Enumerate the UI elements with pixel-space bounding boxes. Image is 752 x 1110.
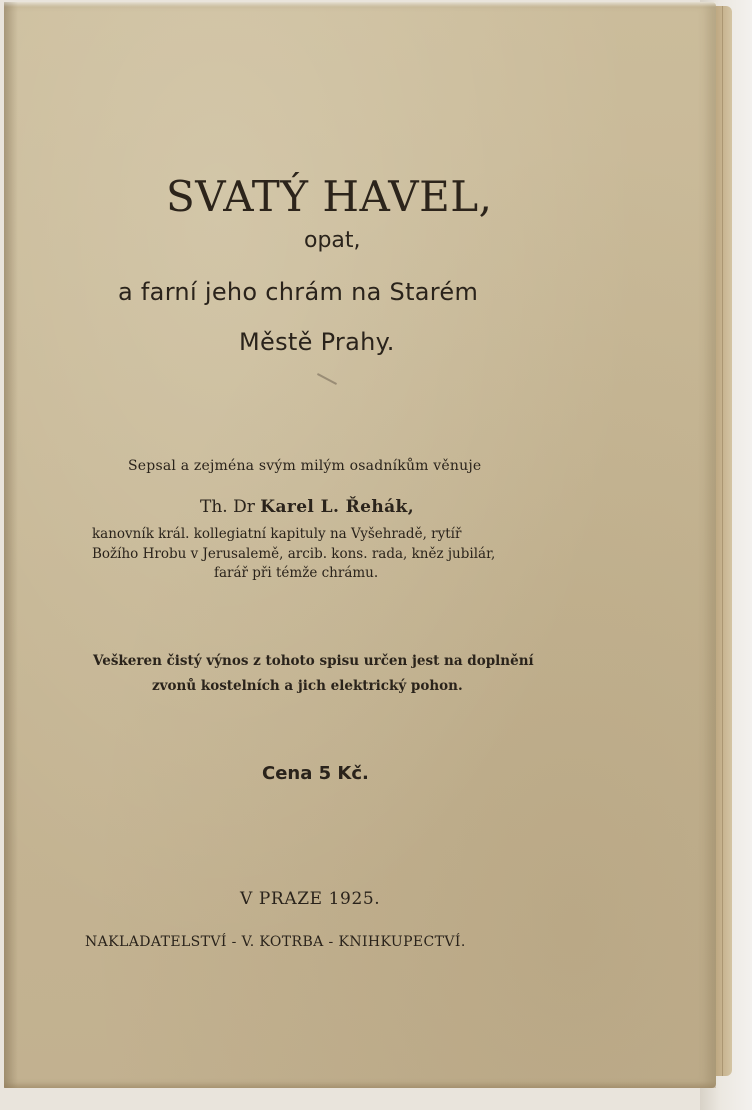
author-description-line-1: kanovník král. kollegiatní kapituly na Vyšehradě, rytíř [92,526,462,542]
spine-shadow [4,2,18,1088]
proceeds-note-line-1: Veškeren čistý výnos z tohoto spisu určen jest na doplnění [93,653,534,669]
author-description-line-2: Božího Hrobu v Jerusalemě, arcib. kons. rada, kněz jubilár, [92,546,496,562]
page-edge-line [722,6,723,1076]
ink-smudge [317,373,337,385]
price-label: Cena 5 Kč. [262,763,369,784]
proceeds-note-line-2: zvonů kostelních a jich elektrický pohon. [152,678,463,694]
page-top-edge [4,2,716,7]
subtitle-line-1: opat, [304,228,361,253]
place-and-year: V PRAZE 1925. [240,889,381,909]
dedication-line: Sepsal a zejména svým milým osadníkům věnuje [128,458,482,474]
author-name: Karel L. Řehák, [260,497,415,517]
page-bottom-edge [4,1082,716,1088]
title-page [4,2,716,1088]
author-description-line-3: farář při témže chrámu. [214,565,379,581]
author-line [200,497,414,517]
publisher-line: NAKLADATELSTVÍ - V. KOTRBA - KNIHKUPECTVÍ. [85,934,466,950]
subtitle-line-2: a farní jeho chrám na Starém [118,278,479,306]
book-title: SVATÝ HAVEL, [166,172,493,221]
author-title: Th. Dr [200,497,255,517]
subtitle-line-3: Městě Prahy. [239,328,395,356]
